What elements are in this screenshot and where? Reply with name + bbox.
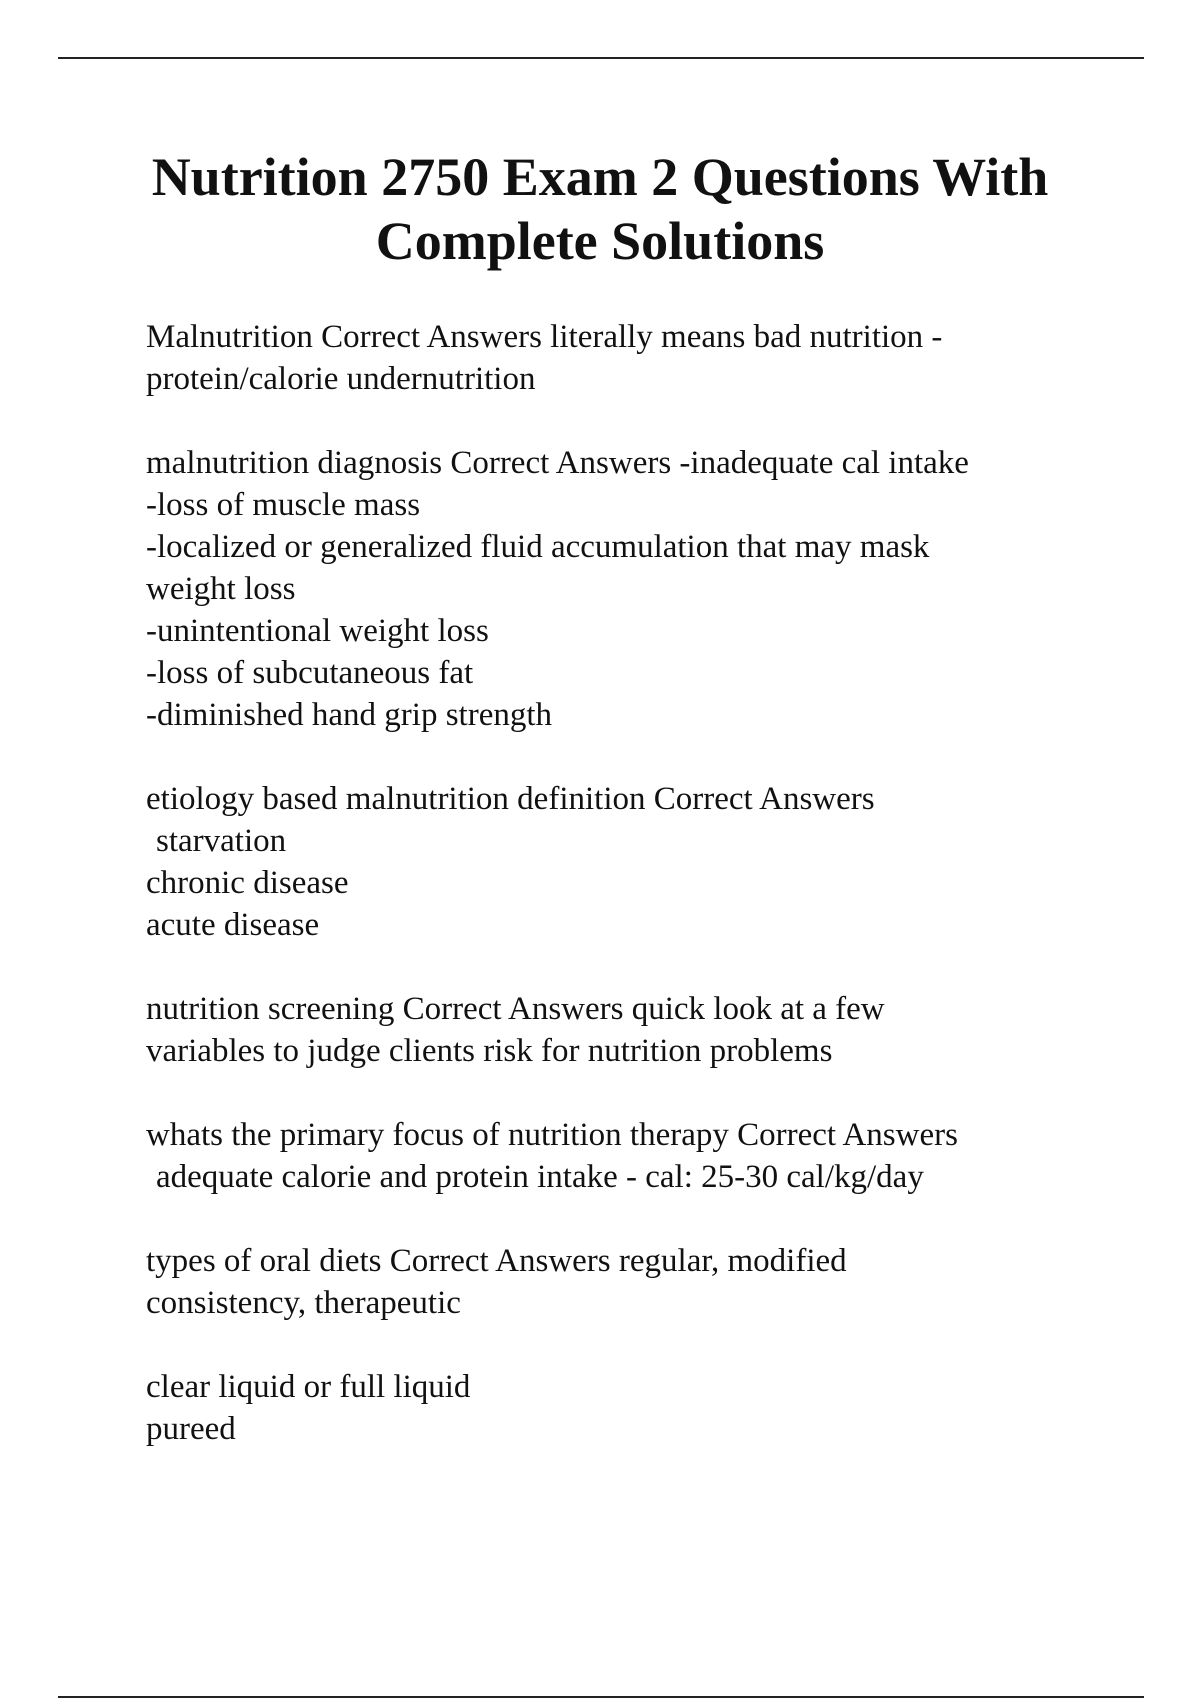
entry-line: types of oral diets Correct Answers regular, modified	[146, 1243, 847, 1279]
entry-line: -unintentional weight loss	[146, 613, 489, 649]
entry-line: acute disease	[146, 907, 320, 943]
footer-rule	[58, 1696, 1144, 1698]
entry-line: -loss of subcutaneous fat	[146, 655, 474, 691]
entry-line: variables to judge clients risk for nutrition problems	[146, 1033, 833, 1069]
entry-line: whats the primary focus of nutrition therapy Correct Answers	[146, 1117, 958, 1153]
page-title	[100, 145, 1100, 273]
entry-line: -localized or generalized fluid accumulation that may mask	[146, 529, 930, 565]
qa-entry-etiology	[146, 778, 1146, 946]
entry-line: weight loss	[146, 571, 296, 607]
qa-list	[146, 316, 1146, 1492]
entry-line: malnutrition diagnosis Correct Answers -inadequate cal intake	[146, 445, 969, 481]
qa-entry-nutrition-screening	[146, 988, 1146, 1072]
entry-line: starvation	[156, 823, 287, 859]
entry-line: -diminished hand grip strength	[146, 697, 553, 733]
entry-line: etiology based malnutrition definition Correct Answers	[146, 781, 875, 817]
title-line-2: Complete Solutions	[375, 211, 825, 271]
qa-entry-nutrition-therapy	[146, 1114, 1146, 1198]
entry-line: protein/calorie undernutrition	[146, 361, 536, 397]
entry-line: chronic disease	[146, 865, 349, 901]
entry-line: adequate calorie and protein intake - cal: 25-30 cal/kg/day	[156, 1159, 924, 1195]
entry-line: Malnutrition Correct Answers literally means bad nutrition -	[146, 319, 943, 355]
qa-entry-diet-consistency	[146, 1366, 1146, 1450]
qa-entry-oral-diets	[146, 1240, 1146, 1324]
qa-entry-malnutrition	[146, 316, 1146, 400]
entry-line: -loss of muscle mass	[146, 487, 421, 523]
entry-line: clear liquid or full liquid	[146, 1369, 471, 1405]
entry-line: consistency, therapeutic	[146, 1285, 461, 1321]
header-rule	[58, 57, 1144, 59]
entry-line: pureed	[146, 1411, 236, 1447]
entry-line: nutrition screening Correct Answers quick look at a few	[146, 991, 885, 1027]
title-line-1: Nutrition 2750 Exam 2 Questions With	[151, 147, 1049, 207]
qa-entry-malnutrition-diagnosis	[146, 442, 1146, 736]
